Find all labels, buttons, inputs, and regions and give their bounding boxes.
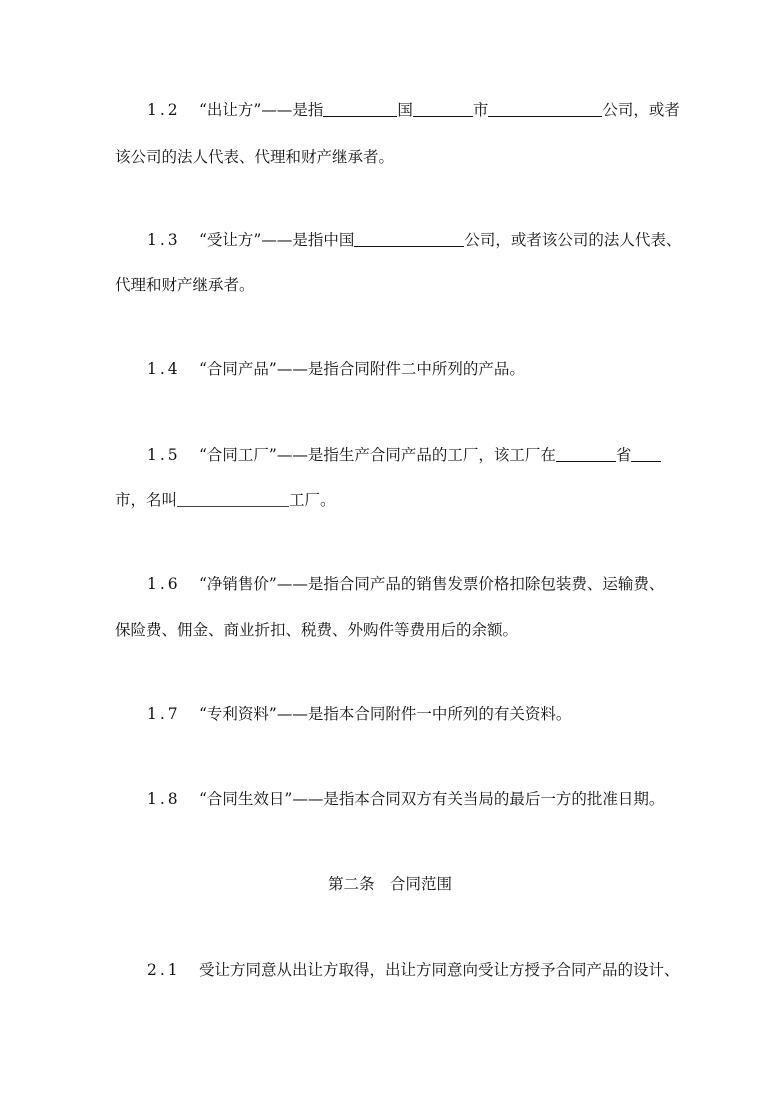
clause-text: “合同工厂”——是指生产合同产品的工厂，该工厂在: [199, 446, 556, 464]
clause-text: “净销售价”——是指合同产品的销售发票价格扣除包装费、运输费、: [199, 575, 665, 593]
clause-number: 1.8: [147, 790, 181, 808]
clause-number: 2.1: [147, 961, 181, 979]
fill-blank-country[interactable]: [323, 101, 397, 117]
clause-1-2: [147, 100, 680, 120]
clause-1-8: [147, 789, 664, 809]
fill-blank-province[interactable]: [556, 446, 616, 462]
clause-text: 省: [615, 446, 632, 464]
clause-1-3: [147, 230, 681, 250]
clause-text: 市，名叫: [115, 491, 178, 509]
clause-number: 1.7: [147, 705, 181, 723]
clause-1-4: [147, 359, 525, 379]
clause-text: 公司，或者该公司的法人代表、: [464, 231, 682, 249]
clause-1-5-continuation: [115, 490, 336, 510]
fill-blank-city[interactable]: [413, 101, 473, 117]
clause-number: 1.2: [147, 101, 181, 119]
clause-1-6: [147, 574, 664, 594]
clause-text: “合同生效日”——是指本合同双方有关当局的最后一方的批准日期。: [199, 790, 665, 808]
section-heading: 第二条 合同范围: [328, 875, 453, 893]
clause-1-3-continuation: 代理和财产继承者。: [115, 276, 255, 294]
fill-blank-company[interactable]: [488, 101, 602, 117]
clause-1-2-continuation: 该公司的法人代表、代理和财产继承者。: [115, 148, 395, 166]
fill-blank-city[interactable]: [631, 446, 661, 462]
clause-text: “专利资料”——是指本合同附件一中所列的有关资料。: [199, 705, 572, 723]
clause-text: 公司，或者: [602, 101, 680, 119]
clause-1-7: [147, 704, 571, 724]
clause-text: 工厂。: [289, 491, 336, 509]
clause-text: 受让方同意从出让方取得，出让方同意向受让方授予合同产品的设计、: [199, 961, 680, 979]
clause-number: 1.4: [147, 360, 181, 378]
clause-2-1: [147, 960, 680, 980]
clause-text: “合同产品”——是指合同附件二中所列的产品。: [199, 360, 525, 378]
clause-1-5: [147, 445, 661, 465]
clause-text: “出让方”——是指: [199, 101, 324, 119]
clause-text: 市: [472, 101, 489, 119]
fill-blank-factory-name[interactable]: [177, 491, 289, 507]
clause-number: 1.5: [147, 446, 181, 464]
clause-number: 1.6: [147, 575, 181, 593]
fill-blank-company[interactable]: [354, 231, 464, 247]
clause-text: “受让方”——是指中国: [199, 231, 355, 249]
clause-1-6-continuation: 保险费、佣金、商业折扣、税费、外购件等费用后的余额。: [115, 621, 519, 639]
clause-text: 国: [397, 101, 413, 119]
clause-number: 1.3: [147, 231, 181, 249]
